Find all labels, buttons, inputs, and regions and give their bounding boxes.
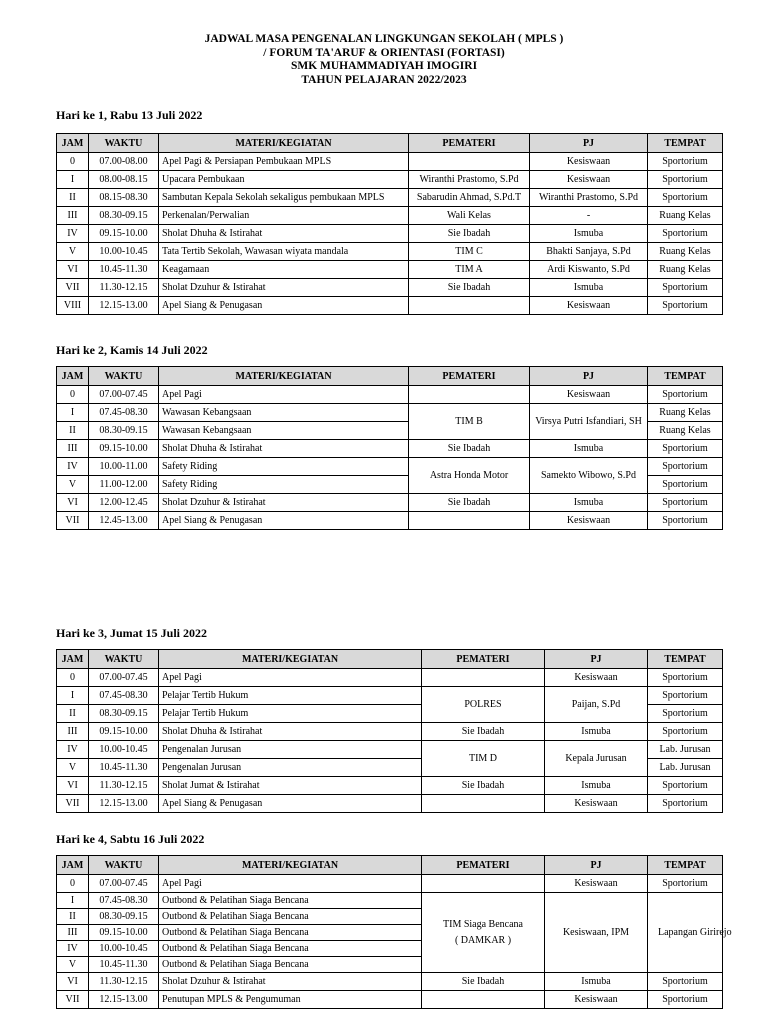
title-line-4: TAHUN PELAJARAN 2022/2023 [301,73,467,86]
table-row [57,207,723,225]
cell-waktu: 10.00-10.45 [89,741,159,759]
cell-pemateri: Wali Kelas [409,207,530,225]
cell-materi: Tata Tertib Sekolah, Wawasan wiyata mandala [159,243,409,261]
schedule-table-day-4 [56,855,732,1009]
cell-pemateri: TIM A [409,261,530,279]
header-materi: MATERI/KEGIATAN [159,650,422,669]
cell-tempat: Sportorium [648,225,723,243]
header-tempat: TEMPAT [648,856,723,875]
cell-pj: Kesiswaan [530,386,648,404]
cell-jam: VII [57,991,89,1009]
cell-tempat: Sportorium [648,687,723,705]
cell-materi: Sholat Dzuhur & Istirahat [159,973,422,991]
cell-materi: Pengenalan Jurusan [159,759,422,777]
cell-materi: Apel Pagi [159,386,409,404]
cell-pemateri: Sie Ibadah [409,225,530,243]
header-tempat: TEMPAT [648,650,723,669]
table-row [57,171,723,189]
cell-jam: II [57,705,89,723]
table-header-row [57,367,723,386]
cell-tempat: Sportorium [648,494,723,512]
cell-jam: 0 [57,875,89,893]
cell-pj: Kesiswaan, IPM [545,893,648,973]
table-header-row [57,650,723,669]
cell-waktu: 12.45-13.00 [89,512,159,530]
cell-jam: II [57,189,89,207]
table-row [57,386,723,404]
header-jam: JAM [57,367,89,386]
table-row [57,225,723,243]
cell-pj: Kesiswaan [530,153,648,171]
table-row [57,153,723,171]
header-jam: JAM [57,856,89,875]
cell-jam: 0 [57,153,89,171]
cell-jam: VII [57,512,89,530]
cell-pemateri: Wiranthi Prastomo, S.Pd [409,171,530,189]
cell-pemateri: Sie Ibadah [422,973,545,991]
cell-materi: Outbond & Pelatihan Siaga Bencana [159,925,422,941]
cell-tempat: Sportorium [648,512,723,530]
cell-tempat: Sportorium [648,991,723,1009]
header-pj: PJ [545,856,648,875]
cell-pj: Ismuba [545,777,648,795]
cell-materi: Pengenalan Jurusan [159,741,422,759]
cell-tempat: Lab. Jurusan [648,759,723,777]
cell-waktu: 09.15-10.00 [89,225,159,243]
table-row [57,279,723,297]
cell-jam: III [57,207,89,225]
cell-pj: Kesiswaan [545,875,648,893]
cell-jam: VIII [57,297,89,315]
cell-jam: 0 [57,669,89,687]
cell-pj: Ismuba [530,440,648,458]
header-tempat: TEMPAT [648,134,723,153]
cell-materi: Apel Pagi [159,875,422,893]
cell-jam: III [57,925,89,941]
cell-waktu: 09.15-10.00 [89,925,159,941]
cell-tempat: Ruang Kelas [648,404,723,422]
cell-pemateri [409,386,530,404]
table-row [57,741,723,759]
header-tempat: TEMPAT [648,367,723,386]
cell-pemateri: TIM B [409,404,530,440]
table-row [57,723,723,741]
header-pemateri: PEMATERI [422,650,545,669]
cell-tempat: Lapangan Girirejo [648,893,723,973]
header-pj: PJ [545,650,648,669]
cell-jam: V [57,476,89,494]
header-waktu: WAKTU [89,856,159,875]
cell-materi: Outbond & Pelatihan Siaga Bencana [159,941,422,957]
cell-waktu: 07.45-08.30 [89,687,159,705]
cell-pj: Kesiswaan [545,991,648,1009]
cell-jam: I [57,404,89,422]
header-pemateri: PEMATERI [409,134,530,153]
cell-materi: Safety Riding [159,476,409,494]
cell-pj: - [530,207,648,225]
cell-jam: VI [57,494,89,512]
cell-pj: Kesiswaan [545,669,648,687]
cell-jam: VI [57,777,89,795]
cell-waktu: 12.00-12.45 [89,494,159,512]
cell-materi: Pelajar Tertib Hukum [159,705,422,723]
cell-waktu: 07.45-08.30 [89,404,159,422]
cell-jam: I [57,893,89,909]
cell-pemateri: Sabarudin Ahmad, S.Pd.T [409,189,530,207]
cell-tempat: Sportorium [648,458,723,476]
header-waktu: WAKTU [89,134,159,153]
title-line-2: / FORUM TA'ARUF & ORIENTASI (FORTASI) [263,46,505,59]
table-header-row [57,856,723,875]
cell-jam: IV [57,741,89,759]
schedule-table-day-1 [56,133,723,315]
document-title [0,33,768,87]
cell-tempat: Sportorium [648,973,723,991]
cell-materi: Sholat Jumat & Istirahat [159,777,422,795]
cell-pj: Virsya Putri Isfandiari, SH [530,404,648,440]
cell-tempat: Ruang Kelas [648,422,723,440]
cell-jam: VII [57,279,89,297]
cell-jam: III [57,723,89,741]
table-row [57,297,723,315]
cell-waktu: 07.00-07.45 [89,386,159,404]
table-row [57,687,723,705]
cell-pj: Kesiswaan [530,297,648,315]
table-row [57,893,723,909]
cell-waktu: 10.45-11.30 [89,957,159,973]
cell-pemateri: TIM D [422,741,545,777]
title-line-3: SMK MUHAMMADIYAH IMOGIRI [290,60,478,73]
cell-waktu: 08.30-09.15 [89,207,159,225]
cell-jam: II [57,422,89,440]
cell-materi: Perkenalan/Perwalian [159,207,409,225]
cell-pemateri [422,991,545,1009]
cell-pj: Paijan, S.Pd [545,687,648,723]
table-row [57,512,723,530]
table-row [57,669,723,687]
cell-waktu: 07.00-07.45 [89,875,159,893]
cell-materi: Sholat Dhuha & Istirahat [159,440,409,458]
cell-waktu: 08.30-09.15 [89,705,159,723]
cell-jam: IV [57,225,89,243]
cell-pj: Ismuba [530,225,648,243]
cell-waktu: 12.15-13.00 [89,297,159,315]
cell-materi: Sholat Dhuha & Istirahat [159,225,409,243]
cell-materi: Sambutan Kepala Sekolah sekaligus pembukaan MPLS [159,189,409,207]
cell-pemateri: TIM C [409,243,530,261]
day-2-heading: Hari ke 2, Kamis 14 Juli 2022 [56,343,208,357]
pemateri-line-1: TIM Siaga Bencana [443,918,523,930]
cell-waktu: 12.15-13.00 [89,795,159,813]
cell-pemateri [422,875,545,893]
cell-pemateri: Sie Ibadah [422,777,545,795]
day-3-heading: Hari ke 3, Jumat 15 Juli 2022 [56,626,208,640]
cell-tempat: Sportorium [648,777,723,795]
cell-waktu: 10.45-11.30 [89,759,159,777]
cell-tempat: Ruang Kelas [648,243,723,261]
cell-pemateri: Sie Ibadah [409,494,530,512]
cell-waktu: 08.30-09.15 [89,422,159,440]
header-materi: MATERI/KEGIATAN [159,856,422,875]
header-pj: PJ [530,367,648,386]
cell-tempat: Lab. Jurusan [648,741,723,759]
cell-materi: Wawasan Kebangsaan [159,422,409,440]
cell-tempat: Sportorium [648,669,723,687]
cell-materi: Outbond & Pelatihan Siaga Bencana [159,957,422,973]
cell-tempat: Sportorium [648,440,723,458]
cell-pj: Ismuba [530,494,648,512]
cell-pj: Kesiswaan [530,171,648,189]
cell-jam: III [57,440,89,458]
cell-jam: IV [57,941,89,957]
cell-pemateri [409,153,530,171]
cell-jam: V [57,957,89,973]
header-waktu: WAKTU [89,650,159,669]
header-jam: JAM [57,650,89,669]
cell-pj: Ismuba [545,973,648,991]
cell-materi: Penutupan MPLS & Pengumuman [159,991,422,1009]
table-row [57,261,723,279]
cell-waktu: 09.15-10.00 [89,723,159,741]
table-row [57,189,723,207]
cell-tempat: Sportorium [648,705,723,723]
cell-pj: Ismuba [530,279,648,297]
table-row [57,404,723,422]
cell-tempat: Sportorium [648,795,723,813]
cell-waktu: 11.30-12.15 [89,973,159,991]
cell-materi: Wawasan Kebangsaan [159,404,409,422]
table-row [57,777,723,795]
cell-materi: Apel Siang & Penugasan [159,512,409,530]
cell-pemateri [422,893,545,973]
cell-pemateri [409,297,530,315]
cell-jam: VI [57,261,89,279]
header-waktu: WAKTU [89,367,159,386]
cell-pj: Kepala Jurusan [545,741,648,777]
header-jam: JAM [57,134,89,153]
cell-materi: Pelajar Tertib Hukum [159,687,422,705]
cell-waktu: 10.00-11.00 [89,458,159,476]
cell-materi: Upacara Pembukaan [159,171,409,189]
cell-tempat: Sportorium [648,723,723,741]
cell-tempat: Sportorium [648,279,723,297]
cell-waktu: 11.00-12.00 [89,476,159,494]
table-row [57,458,723,476]
cell-jam: 0 [57,386,89,404]
cell-pemateri: Sie Ibadah [422,723,545,741]
table-row [57,243,723,261]
table-row [57,440,723,458]
cell-pemateri: POLRES [422,687,545,723]
cell-pj: Ismuba [545,723,648,741]
header-pemateri: PEMATERI [409,367,530,386]
cell-waktu: 08.00-08.15 [89,171,159,189]
cell-tempat: Ruang Kelas [648,261,723,279]
cell-materi: Outbond & Pelatihan Siaga Bencana [159,909,422,925]
title-line-1: JADWAL MASA PENGENALAN LINGKUNGAN SEKOLAH ( MPLS ) [204,33,564,45]
cell-waktu: 09.15-10.00 [89,440,159,458]
cell-waktu: 08.30-09.15 [89,909,159,925]
pemateri-line-2: ( DAMKAR ) [454,934,512,946]
cell-materi: Apel Pagi [159,669,422,687]
cell-jam: V [57,759,89,777]
cell-pemateri [409,512,530,530]
header-materi: MATERI/KEGIATAN [159,134,409,153]
cell-materi: Apel Pagi & Persiapan Pembukaan MPLS [159,153,409,171]
cell-waktu: 07.45-08.30 [89,893,159,909]
cell-waktu: 12.15-13.00 [89,991,159,1009]
cell-tempat: Sportorium [648,386,723,404]
cell-tempat: Sportorium [648,476,723,494]
table-row [57,494,723,512]
cell-waktu: 10.00-10.45 [89,243,159,261]
schedule-table-day-2 [56,366,723,530]
table-header-row [57,134,723,153]
cell-jam: IV [57,458,89,476]
cell-pj: Samekto Wibowo, S.Pd [530,458,648,494]
cell-tempat: Sportorium [648,171,723,189]
cell-pemateri: Astra Honda Motor [409,458,530,494]
cell-waktu: 10.00-10.45 [89,941,159,957]
header-pemateri: PEMATERI [422,856,545,875]
cell-materi: Keagamaan [159,261,409,279]
cell-pemateri [422,795,545,813]
cell-tempat: Ruang Kelas [648,207,723,225]
cell-pemateri: Sie Ibadah [409,279,530,297]
header-materi: MATERI/KEGIATAN [159,367,409,386]
cell-materi: Safety Riding [159,458,409,476]
cell-waktu: 10.45-11.30 [89,261,159,279]
cell-pj: Ardi Kiswanto, S.Pd [530,261,648,279]
cell-pemateri [422,669,545,687]
cell-materi: Apel Siang & Penugasan [159,795,422,813]
cell-waktu: 07.00-08.00 [89,153,159,171]
cell-waktu: 11.30-12.15 [89,777,159,795]
cell-jam: VII [57,795,89,813]
cell-tempat: Sportorium [648,153,723,171]
cell-jam: II [57,909,89,925]
table-row [57,875,723,893]
header-pj: PJ [530,134,648,153]
cell-jam: I [57,687,89,705]
schedule-table-day-3 [56,649,723,813]
cell-jam: VI [57,973,89,991]
table-row [57,973,723,991]
cell-waktu: 08.15-08.30 [89,189,159,207]
cell-tempat: Sportorium [648,189,723,207]
cell-materi: Apel Siang & Penugasan [159,297,409,315]
cell-materi: Sholat Dhuha & Istirahat [159,723,422,741]
cell-waktu: 07.00-07.45 [89,669,159,687]
cell-pj: Bhakti Sanjaya, S.Pd [530,243,648,261]
cell-materi: Sholat Dzuhur & Istirahat [159,279,409,297]
cell-tempat: Sportorium [648,297,723,315]
cell-pj: Kesiswaan [530,512,648,530]
cell-tempat: Sportorium [648,875,723,893]
cell-pj: Wiranthi Prastomo, S.Pd [530,189,648,207]
table-row [57,991,723,1009]
cell-jam: I [57,171,89,189]
cell-pemateri: Sie Ibadah [409,440,530,458]
day-4-heading: Hari ke 4, Sabtu 16 Juli 2022 [56,832,205,846]
day-1-heading: Hari ke 1, Rabu 13 Juli 2022 [56,108,203,122]
cell-pj: Kesiswaan [545,795,648,813]
cell-jam: V [57,243,89,261]
cell-materi: Sholat Dzuhur & Istirahat [159,494,409,512]
cell-materi: Outbond & Pelatihan Siaga Bencana [159,893,422,909]
cell-waktu: 11.30-12.15 [89,279,159,297]
table-row [57,795,723,813]
